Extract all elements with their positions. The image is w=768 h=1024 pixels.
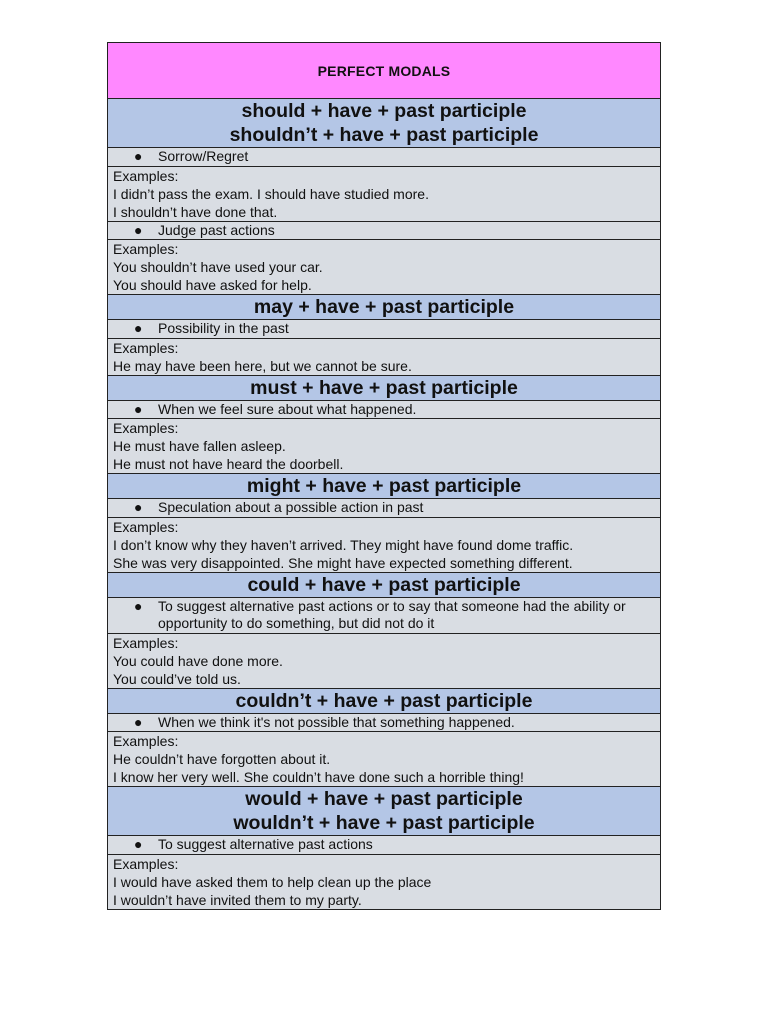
bullet-text: When we think it's not possible that something happened. — [158, 713, 515, 730]
example-line: She was very disappointed. She might have expected something different. — [113, 554, 573, 571]
section-heading-would — [108, 787, 660, 836]
bullet-icon: ● — [134, 836, 143, 852]
example-line: You should have asked for help. — [113, 277, 312, 293]
examples-cell — [108, 518, 660, 573]
bullet-text: To suggest alternative past actions or to say that someone had the ability or opportunity to do something, but did not do it — [158, 597, 626, 631]
example-line: I would have asked them to help clean up the place — [113, 873, 432, 890]
examples-cell — [108, 167, 660, 222]
examples-cell — [108, 855, 660, 909]
bullet-text: Sorrow/Regret — [158, 148, 249, 164]
example-line: Examples: — [113, 855, 179, 872]
bullet-icon: ● — [134, 400, 143, 417]
heading-line: should + have + past participle — [241, 100, 527, 122]
bullet-icon: ● — [134, 499, 143, 515]
bullet-row — [108, 401, 660, 420]
example-line: He may have been here, but we cannot be sure. — [113, 357, 412, 374]
bullet-row — [108, 714, 660, 733]
example-line: Examples: — [113, 733, 179, 749]
section-heading-should — [108, 99, 660, 148]
bullet-icon: ● — [134, 597, 143, 614]
bullet-row — [108, 148, 660, 167]
examples-cell — [108, 634, 660, 689]
example-line: He couldn’t have forgotten about it. — [113, 751, 331, 767]
heading-line: may + have + past participle — [253, 296, 515, 318]
bullet-text: Judge past actions — [158, 221, 275, 238]
example-line: Examples: — [113, 339, 179, 356]
heading-line: must + have + past participle — [250, 376, 518, 399]
section-heading-might — [108, 474, 660, 499]
example-line: You shouldn’t have used your car. — [113, 259, 323, 275]
section-heading-may — [108, 295, 660, 320]
section-heading-could — [108, 573, 660, 598]
examples-cell — [108, 419, 660, 474]
bullet-row — [108, 499, 660, 518]
example-line: I didn’t pass the exam. I should have studied more. — [113, 185, 429, 202]
bullet-icon: ● — [134, 320, 143, 336]
example-line: I shouldn’t have done that. — [113, 203, 278, 220]
example-line: Examples: — [113, 167, 179, 184]
example-line: I wouldn’t have invited them to my party. — [113, 891, 362, 908]
examples-cell — [108, 339, 660, 376]
heading-line: would + have + past participle — [245, 788, 523, 810]
perfect-modals-table — [107, 42, 661, 910]
section-heading-couldnt — [108, 689, 660, 714]
heading-line: shouldn’t + have + past participle — [229, 124, 539, 146]
example-line: Examples: — [113, 241, 179, 257]
bullet-row — [108, 836, 660, 855]
examples-cell — [108, 732, 660, 787]
example-line: Examples: — [113, 634, 179, 651]
heading-line: could + have + past participle — [247, 573, 521, 596]
table-title: PERFECT MODALS — [108, 43, 660, 99]
example-line: You could have done more. — [113, 652, 283, 669]
bullet-text: Possibility in the past — [158, 320, 289, 336]
heading-line: might + have + past participle — [246, 475, 522, 497]
bullet-row — [108, 598, 660, 634]
heading-line: wouldn’t + have + past participle — [233, 812, 535, 834]
example-line: He must not have heard the doorbell. — [113, 456, 344, 472]
bullet-text: Speculation about a possible action in past — [158, 499, 424, 515]
example-line: You could’ve told us. — [113, 670, 241, 687]
section-heading-must — [108, 376, 660, 401]
example-line: I don’t know why they haven’t arrived. They might have found dome traffic. — [113, 536, 574, 553]
bullet-icon: ● — [134, 713, 143, 730]
bullet-icon: ● — [134, 148, 143, 164]
bullet-text: To suggest alternative past actions — [158, 836, 373, 852]
heading-line: couldn’t + have + past participle — [235, 689, 533, 712]
example-line: Examples: — [113, 518, 179, 535]
example-line: Examples: — [113, 420, 179, 436]
bullet-row — [108, 222, 660, 241]
bullet-row — [108, 320, 660, 339]
examples-cell — [108, 240, 660, 295]
bullet-icon: ● — [134, 221, 143, 238]
bullet-text: When we feel sure about what happened. — [158, 400, 417, 417]
example-line: I know her very well. She couldn’t have done such a horrible thing! — [113, 769, 524, 785]
example-line: He must have fallen asleep. — [113, 438, 286, 454]
